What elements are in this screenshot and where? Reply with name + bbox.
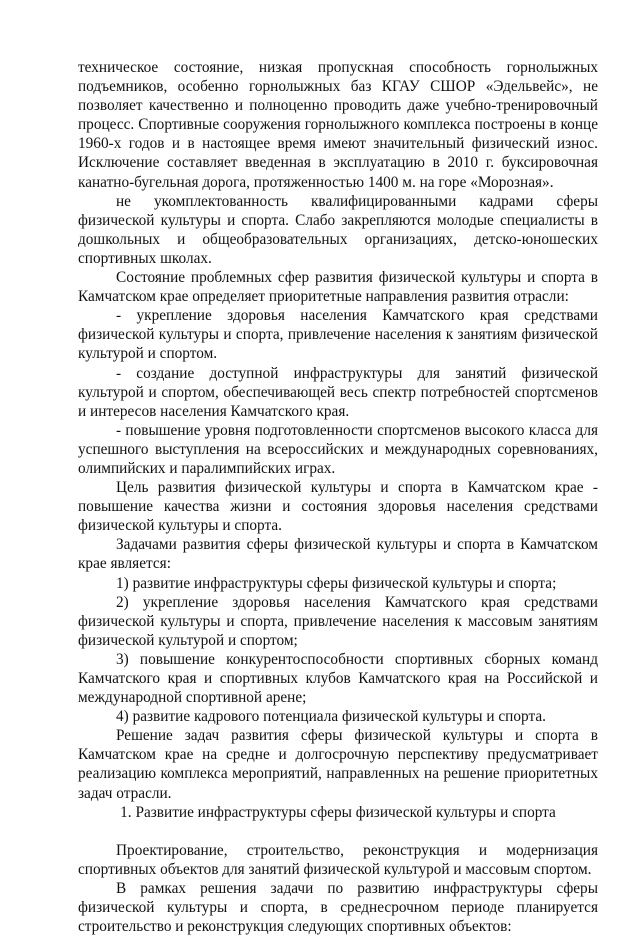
list-item-athletes: - повышение уровня подготовленности спортсменов высокого класса для успешного выступления на всероссийских и международных соревнованиях, олимпийских и паралимпийских играх.: [78, 421, 598, 477]
list-item-health: - укрепление здоровья населения Камчатского края средствами физической культуры и спорта, привлечение населения к занятиям физической культурой и спортом.: [78, 307, 598, 363]
paragraph-infrastructure-condition: техническое состояние, низкая пропускная способность горнолыжных подъемников, особенно горнолыжных баз КГАУ СШОР «Эдельвейс», не позволяет качественно и полноценно проводить даже учебно-тренировочный процесс. Спортивные сооружения горнолыжного комплекса построены в конце 1960-х годов и в настоящее время имеют значительный физический износ. Исключение составляет введенная в эксплуатацию в 2010 г. буксировочная канатно-бугельная дорога, протяженностью 1400 м. на горе «Морозная».: [78, 59, 598, 191]
task-item-4: 4) развитие кадрового потенциала физической культуры и спорта.: [116, 708, 546, 726]
task-item-3: 3) повышение конкурентоспособности спортивных сборных команд Камчатского края и спортивных клубов Камчатского края на Российской и международной спортивной арене;: [78, 650, 598, 707]
spacer: [78, 822, 598, 841]
list-item-infrastructure: - создание доступной инфраструктуры для занятий физической культурой и спортом, обеспечивающей весь спектр потребностей спортсменов и интересов населения Камчатского края.: [78, 364, 598, 420]
paragraph-planned-objects: В рамках решения задачи по развитию инфраструктуры сферы физической культуры и спорта, в среднесрочном периоде планируется строительство и реконструкция следующих спортивных объектов:: [78, 879, 598, 936]
task-item-1: 1) развитие инфраструктуры сферы физической культуры и спорта;: [116, 574, 557, 592]
task-item-2: 2) укрепление здоровья населения Камчатского края средствами физической культуры и спорта, привлечение населения к массовым занятиям физической культурой и спортом;: [78, 593, 598, 649]
document-page: [78, 58, 598, 936]
paragraph-priority-directions: Состояние проблемных сфер развития физической культуры и спорта в Камчатском крае определяет приоритетные направления развития отрасли:: [78, 269, 598, 306]
section-heading: 1. Развитие инфраструктуры сферы физической культуры и спорта: [120, 803, 556, 821]
paragraph-tasks-intro: Задачами развития сферы физической культуры и спорта в Камчатском крае является:: [78, 536, 598, 573]
paragraph-solution: Решение задач развития сферы физической культуры и спорта в Камчатском крае на средне и долгосрочную перспективу предусматривает реализацию комплекса мероприятий, направленных на решение приоритетных задач отрасли.: [78, 727, 598, 802]
paragraph-staffing: не укомплектованность квалифицированными кадрами сферы физической культуры и спорта. Слабо закрепляются молодые специалисты в дошкольных и общеобразовательных организациях, детско-юношеских спортивных школах.: [78, 192, 598, 267]
paragraph-design-construction: Проектирование, строительство, реконструкция и модернизация спортивных объектов для занятий физической культурой и массовым спортом.: [78, 841, 598, 878]
paragraph-goal: Цель развития физической культуры и спорта в Камчатском крае - повышение качества жизни и состояния здоровья населения средствами физической культуры и спорта.: [78, 479, 598, 535]
